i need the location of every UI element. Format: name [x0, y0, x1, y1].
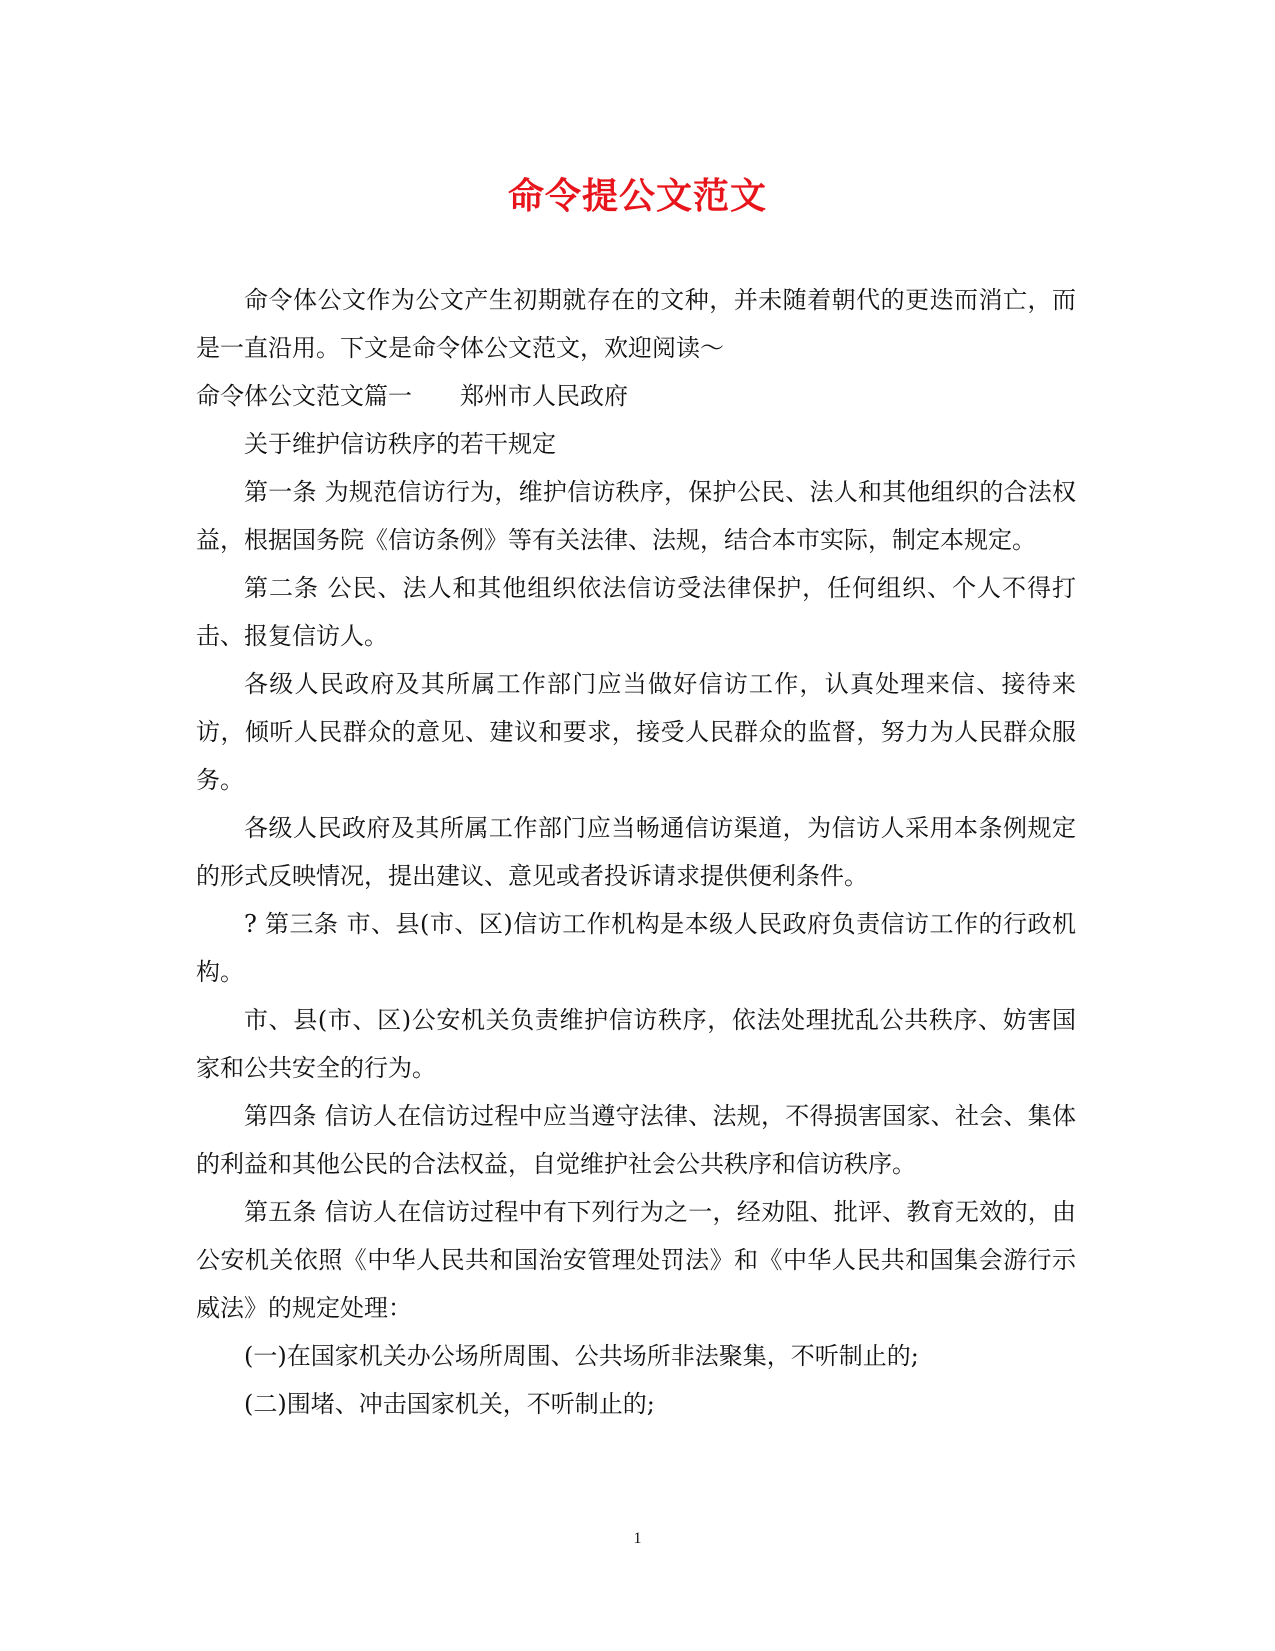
list-item-1: (一)在国家机关办公场所周围、公共场所非法聚集，不听制止的;: [244, 1342, 919, 1370]
issuing-authority: 郑州市人民政府: [460, 382, 628, 410]
paragraph-article-1: 第一条 为规范信访行为，维护信访秩序，保护公民、法人和其他组织的合法权益，根据国务院《信访条例》等有关法律、法规，结合本市实际，制定本规定。: [196, 478, 1076, 554]
document-title: 命令提公文范文: [507, 175, 767, 217]
section-heading: [196, 372, 1076, 420]
paragraph-article-3-clause-2: 市、县(市、区)公安机关负责维护信访秩序，依法处理扰乱公共秩序、妨害国家和公共安全的行为。: [196, 1006, 1076, 1082]
regulation-title: 关于维护信访秩序的若干规定: [244, 430, 556, 458]
list-item-2: (二)围堵、冲击国家机关，不听制止的;: [244, 1390, 655, 1418]
document-body: [196, 276, 1076, 1428]
paragraph-article-4: 第四条 信访人在信访过程中应当遵守法律、法规，不得损害国家、社会、集体的利益和其他公民的合法权益，自觉维护社会公共秩序和信访秩序。: [196, 1102, 1076, 1178]
page-number: 1: [633, 1530, 642, 1547]
paragraph-article-5: 第五条 信访人在信访过程中有下列行为之一，经劝阻、批评、教育无效的，由公安机关依照《中华人民共和国治安管理处罚法》和《中华人民共和国集会游行示威法》的规定处理：: [196, 1198, 1076, 1322]
paragraph-article-2-clause-2: 各级人民政府及其所属工作部门应当做好信访工作，认真处理来信、接待来访，倾听人民群众的意见、建议和要求，接受人民群众的监督，努力为人民群众服务。: [196, 670, 1076, 794]
paragraph-article-3: ? 第三条 市、县(市、区)信访工作机构是本级人民政府负责信访工作的行政机构。: [196, 910, 1076, 986]
section-heading-label: 命令体公文范文篇一: [196, 382, 412, 410]
paragraph-article-2-clause-3: 各级人民政府及其所属工作部门应当畅通信访渠道，为信访人采用本条例规定的形式反映情况，提出建议、意见或者投诉请求提供便利条件。: [196, 814, 1076, 890]
paragraph-article-2: 第二条 公民、法人和其他组织依法信访受法律保护，任何组织、个人不得打击、报复信访人。: [196, 574, 1076, 650]
intro-paragraph: 命令体公文作为公文产生初期就存在的文种，并未随着朝代的更迭而消亡，而是一直沿用。下文是命令体公文范文，欢迎阅读～: [196, 286, 1076, 362]
